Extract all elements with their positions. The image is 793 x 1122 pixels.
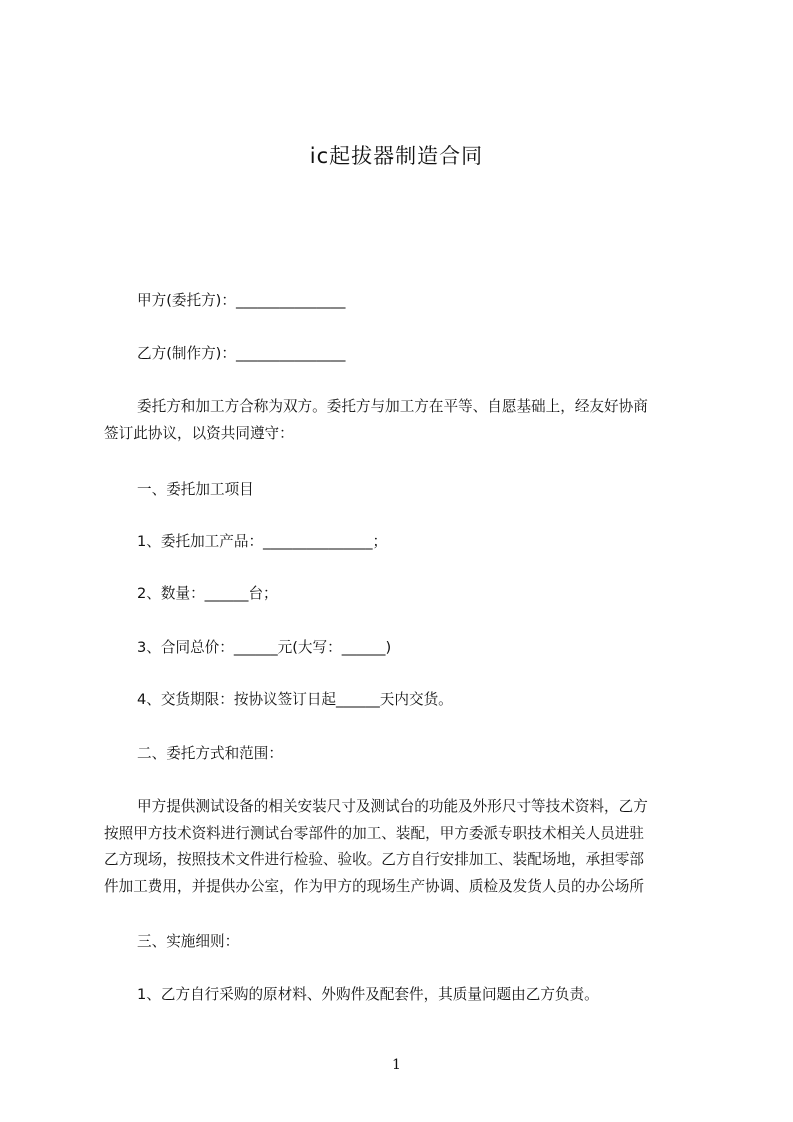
- section-1-item-2: 2、数量：______台；: [137, 585, 278, 602]
- party-a-line: 甲方(委托方)：_______________: [137, 292, 346, 309]
- section-1-item-1: 1、委托加工产品：_______________；: [137, 533, 388, 550]
- section-1-item-4: 4、交货期限：按协议签订日起______天内交货。: [137, 691, 453, 708]
- intro-line-2: 签订此协议，以资共同遵守：: [104, 424, 294, 442]
- section-1-heading: 一、委托加工项目: [137, 481, 254, 498]
- page-number: 1: [392, 1057, 401, 1073]
- section-3-item-1: 1、乙方自行采购的原材料、外购件及配套件，其质量问题由乙方负责。: [137, 986, 599, 1003]
- section-2-line-2: 按照甲方技术资料进行测试台零部件的加工、装配，甲方委派专职技术相关人员进驻: [104, 824, 644, 842]
- intro-line-1: 委托方和加工方合称为双方。委托方与加工方在平等、自愿基础上，经友好协商: [137, 398, 648, 415]
- section-2-paragraph: [104, 794, 700, 900]
- party-b-line: 乙方(制作方)：_______________: [137, 345, 346, 362]
- section-2-line-4: 件加工费用，并提供办公室，作为甲方的现场生产协调、质检及发货人员的办公场所: [104, 877, 644, 895]
- section-1-item-3: 3、合同总价：______元(大写：______): [137, 639, 392, 656]
- section-3-heading: 三、实施细则：: [137, 933, 240, 950]
- section-2-line-3: 乙方现场，按照技术文件进行检验、验收。乙方自行安排加工、装配场地，承担零部: [104, 851, 644, 868]
- section-2-line-1: 甲方提供测试设备的相关安装尺寸及测试台的功能及外形尺寸等技术资料，乙方: [137, 798, 648, 815]
- intro-paragraph: [104, 394, 700, 447]
- section-2-heading: 二、委托方式和范围：: [137, 745, 283, 762]
- document-title: ic起拔器制造合同: [309, 144, 484, 168]
